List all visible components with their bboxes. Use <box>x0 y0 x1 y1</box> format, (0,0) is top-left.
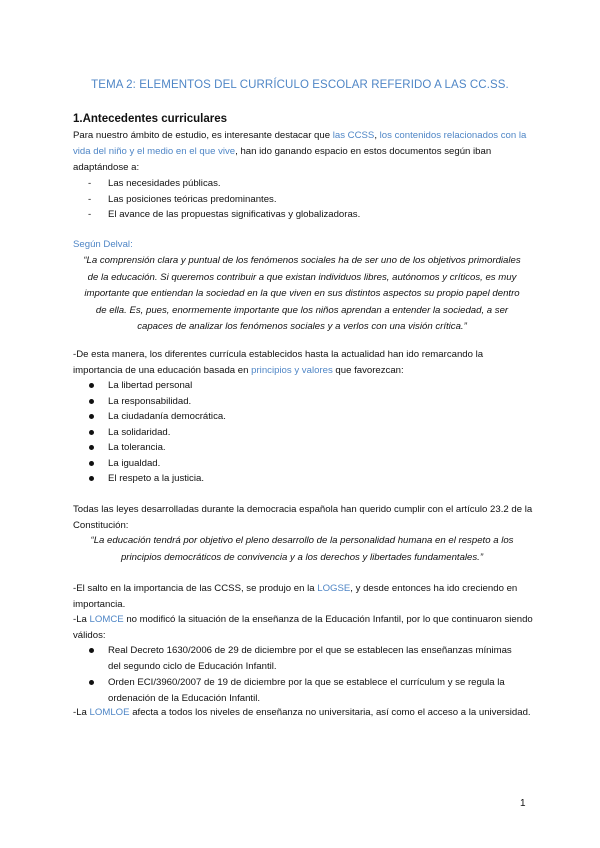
list-item: La solidaridad. <box>86 425 226 441</box>
decrees-list <box>86 643 526 707</box>
constitution-paragraph: Todas las leyes desarrolladas durante la democracia española han querido cumplir con el artículo 23.2 de la Constitución: <box>73 504 533 531</box>
logse-paragraph <box>73 581 533 613</box>
list-item: La tolerancia. <box>86 440 226 456</box>
list-item: La ciudadanía democrática. <box>86 409 226 425</box>
delval-label: Según Delval: <box>73 239 133 250</box>
lomloe-paragraph <box>73 705 533 721</box>
curricula-text-end: que favorezcan: <box>332 365 404 376</box>
list-item: La libertad personal <box>86 378 226 394</box>
list-item: - El avance de las propuestas significativas y globalizadoras. <box>86 207 360 223</box>
intro-text-start: Para nuestro ámbito de estudio, es interesante destacar que <box>73 130 333 141</box>
adaptation-list <box>86 176 360 223</box>
list-item: - Las necesidades públicas. <box>86 176 360 192</box>
curricula-text-start: -De esta manera, los diferentes currícula establecidos hasta la actualidad han ido remarcando la importancia de una educación basada en <box>73 349 484 376</box>
constitution-quote: “La educación tendrá por objetivo el pleno desarrollo de la personalidad humana en el respeto a los principios democráticos de convivencia y a los derechos y libertades fundamentales.” <box>90 535 514 563</box>
logse-text-end: , y desde entonces ha ido creciendo en importancia. <box>73 583 518 610</box>
highlight-ccss: las CCSS <box>332 130 375 141</box>
document-title: TEMA 2: ELEMENTOS DEL CURRÍCULO ESCOLAR REFERIDO A LAS CC.SS. <box>91 79 509 91</box>
list-item: Orden ECI/3960/2007 de 19 de diciembre por la que se establece el currículum y se regula la ordenación de la Educación Infantil. <box>86 675 526 707</box>
delval-quote: “La comprensión clara y puntual de los fenómenos sociales ha de ser uno de los objetivos primordiales de la educación. Si queremos contribuir a que existan individuos libres, autónomos y críticos, es muy importante que entiendan la sociedad en la que viven en sus distintos aspectos su propio papel dentro de ella. Es, pues, enormemente importante que los niños aprendan a entender la sociedad, a ser capaces de analizar los fenómenos sociales y a verlos con una visión crítica.” <box>83 255 521 332</box>
lomloe-text-end: afecta a todos los niveles de enseñanza no universitaria, así como el acceso a la universidad. <box>129 707 531 718</box>
section-heading-antecedentes: 1.Antecedentes curriculares <box>73 113 228 125</box>
intro-text-comma: , <box>374 130 380 141</box>
lomloe-text-start: -La <box>73 707 90 718</box>
list-item: - Las posiciones teóricas predominantes. <box>86 192 360 208</box>
lomce-paragraph <box>73 612 533 644</box>
list-item: El respeto a la justicia. <box>86 471 226 487</box>
list-item: La responsabilidad. <box>86 394 226 410</box>
list-item: La igualdad. <box>86 456 226 472</box>
lomce-text-end: no modificó la situación de la enseñanza de la Educación Infantil, por lo que continuaron siendo válidos: <box>73 614 533 641</box>
page-number: 1 <box>520 798 526 809</box>
highlight-logse: LOGSE <box>317 583 351 594</box>
values-list <box>86 378 226 487</box>
highlight-lomloe: LOMLOE <box>89 707 130 718</box>
logse-text-start: -El salto en la importancia de las CCSS, se produjo en la <box>73 583 318 594</box>
highlight-lomce: LOMCE <box>89 614 124 625</box>
intro-text-end: , han ido ganando espacio en estos documentos según iban adaptándose a: <box>73 146 492 173</box>
lomce-text-start: -La <box>73 614 90 625</box>
list-item: Real Decreto 1630/2006 de 29 de diciembre por el que se establecen las enseñanzas mínimas del segundo ciclo de Educación Infantil. <box>86 643 526 675</box>
curricula-paragraph <box>73 347 533 379</box>
highlight-contenidos: los contenidos relacionados con la vida del niño y el medio en el que vive <box>73 130 527 157</box>
highlight-principios: principios y valores <box>251 365 333 376</box>
intro-paragraph <box>73 128 533 176</box>
